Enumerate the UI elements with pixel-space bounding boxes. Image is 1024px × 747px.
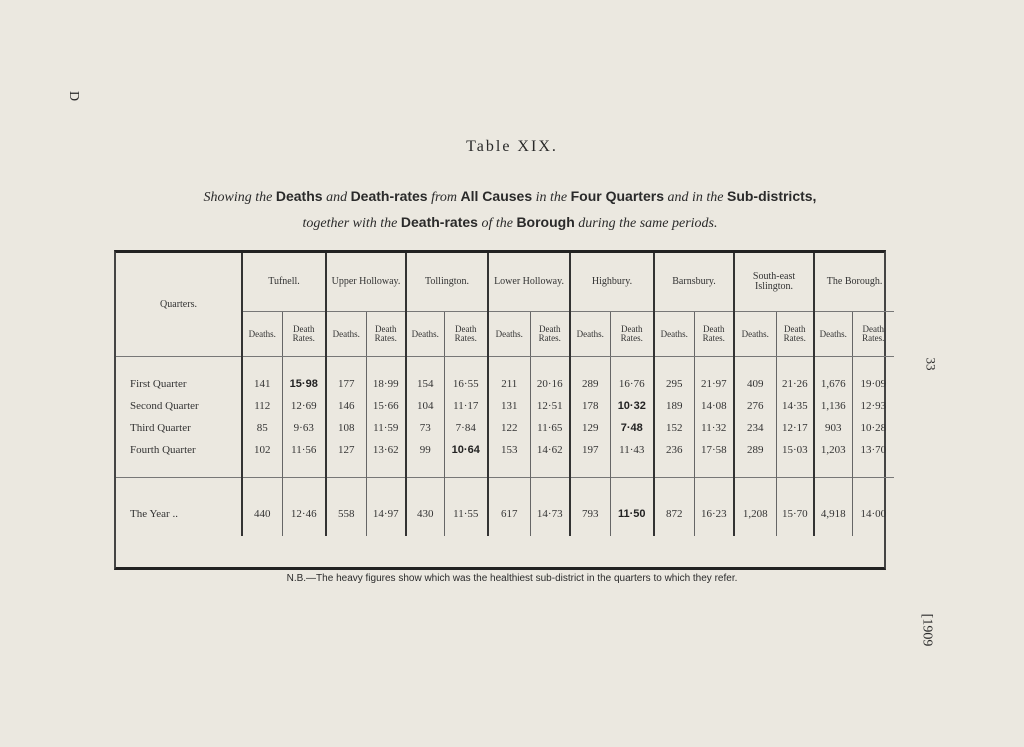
- death-rate-cell: 11·50: [610, 492, 654, 536]
- deaths-cell: 409: [734, 373, 776, 395]
- deaths-cell: 197: [570, 439, 610, 461]
- district-header: Lower Holloway.: [488, 253, 570, 312]
- deaths-cell: 177: [326, 373, 366, 395]
- subtitle-bold: All Causes: [460, 188, 533, 204]
- death-rate-cell: 12·69: [282, 395, 326, 417]
- death-rate-cell: 18·99: [366, 373, 406, 395]
- death-rate-cell: 12·51: [530, 395, 570, 417]
- quarter-name: First Quarter: [130, 378, 187, 390]
- deaths-cell: 903: [814, 417, 852, 439]
- deaths-cell: 129: [570, 417, 610, 439]
- deaths-cell: 1,208: [734, 492, 776, 536]
- deaths-header: Deaths.: [734, 312, 776, 357]
- table-subtitle: [110, 184, 910, 236]
- quarter-name: Second Quarter: [130, 400, 199, 412]
- deaths-cell: 146: [326, 395, 366, 417]
- death-rate-cell: 14·97: [366, 492, 406, 536]
- table-row: [116, 395, 894, 417]
- deaths-cell: 1,136: [814, 395, 852, 417]
- district-header: Tufnell.: [242, 253, 326, 312]
- death-rate-cell: 10·64: [444, 439, 488, 461]
- district-header: Upper Holloway.: [326, 253, 406, 312]
- death-rate-cell: 16·55: [444, 373, 488, 395]
- table-row: [116, 417, 894, 439]
- district-header: Highbury.: [570, 253, 654, 312]
- margin-year: [1909: [919, 613, 935, 647]
- table-row: [116, 439, 894, 461]
- deaths-cell: 112: [242, 395, 282, 417]
- quarter-label: [116, 373, 242, 395]
- deaths-cell: 131: [488, 395, 530, 417]
- death-rate-cell: 15·70: [776, 492, 814, 536]
- deaths-header: Deaths.: [406, 312, 444, 357]
- table-row: [116, 373, 894, 395]
- death-rate-cell: 14·08: [694, 395, 734, 417]
- deaths-cell: 430: [406, 492, 444, 536]
- deaths-cell: 178: [570, 395, 610, 417]
- quarter-name: Third Quarter: [130, 422, 191, 434]
- death-rate-cell: 15·66: [366, 395, 406, 417]
- death-rate-cell: 7·48: [610, 417, 654, 439]
- death-rate-cell: 14·73: [530, 492, 570, 536]
- death-rate-cell: 21·26: [776, 373, 814, 395]
- subtitle-text: of the: [481, 216, 513, 231]
- quarter-label: [116, 439, 242, 461]
- quarter-name: The Year ..: [130, 508, 178, 520]
- deaths-cell: 211: [488, 373, 530, 395]
- death-rates-header: Death Rates.: [444, 312, 488, 357]
- death-rate-cell: 13·62: [366, 439, 406, 461]
- subtitle-bold: Borough: [516, 214, 575, 230]
- subtitle-text: and in the: [667, 190, 724, 205]
- death-rate-cell: 11·65: [530, 417, 570, 439]
- deaths-cell: 85: [242, 417, 282, 439]
- deaths-cell: 558: [326, 492, 366, 536]
- subtitle-bold: Death-rates: [400, 214, 478, 230]
- deaths-cell: 108: [326, 417, 366, 439]
- deaths-header: Deaths.: [242, 312, 282, 357]
- district-header: Barnsbury.: [654, 253, 734, 312]
- subtitle-text: Showing the: [203, 190, 273, 205]
- deaths-cell: 189: [654, 395, 694, 417]
- deaths-cell: 4,918: [814, 492, 852, 536]
- deaths-cell: 276: [734, 395, 776, 417]
- death-rate-cell: 11·17: [444, 395, 488, 417]
- page-number: 33: [923, 357, 939, 371]
- death-rate-cell: 10·32: [610, 395, 654, 417]
- death-rates-header: Death Rates.: [530, 312, 570, 357]
- death-rate-cell: 13·70: [852, 439, 894, 461]
- death-rate-cell: 10·28: [852, 417, 894, 439]
- death-rate-cell: 16·76: [610, 373, 654, 395]
- quarters-header: Quarters.: [116, 253, 242, 357]
- deaths-cell: 73: [406, 417, 444, 439]
- death-rates-header: Death Rates.: [776, 312, 814, 357]
- death-rate-cell: 17·58: [694, 439, 734, 461]
- deaths-cell: 872: [654, 492, 694, 536]
- margin-letter: D: [66, 90, 82, 102]
- deaths-cell: 1,203: [814, 439, 852, 461]
- subtitle-text: from: [431, 190, 458, 205]
- table-row: [116, 492, 894, 536]
- quarter-label: [116, 395, 242, 417]
- deaths-cell: 102: [242, 439, 282, 461]
- subtitle-text: in the: [535, 190, 568, 205]
- deaths-cell: 295: [654, 373, 694, 395]
- death-rate-cell: 16·23: [694, 492, 734, 536]
- death-rate-cell: 15·03: [776, 439, 814, 461]
- death-rate-cell: 11·55: [444, 492, 488, 536]
- footnote: N.B.—The heavy figures show which was the healthiest sub-district in the quarters to which they refer.: [286, 573, 738, 584]
- deaths-cell: 793: [570, 492, 610, 536]
- death-rate-cell: 21·97: [694, 373, 734, 395]
- death-rate-cell: 11·59: [366, 417, 406, 439]
- death-rate-cell: 11·56: [282, 439, 326, 461]
- death-rates-header: Death Rates.: [610, 312, 654, 357]
- death-rate-cell: 11·43: [610, 439, 654, 461]
- quarter-label: [116, 417, 242, 439]
- death-rate-cell: 14·35: [776, 395, 814, 417]
- deaths-cell: 152: [654, 417, 694, 439]
- death-rate-cell: 14·00: [852, 492, 894, 536]
- deaths-cell: 153: [488, 439, 530, 461]
- subtitle-text: during the same periods.: [578, 216, 718, 231]
- deaths-header: Deaths.: [488, 312, 530, 357]
- deaths-cell: 1,676: [814, 373, 852, 395]
- deaths-cell: 154: [406, 373, 444, 395]
- deaths-cell: 289: [734, 439, 776, 461]
- deaths-cell: 617: [488, 492, 530, 536]
- deaths-cell: 127: [326, 439, 366, 461]
- death-rate-cell: 15·98: [282, 373, 326, 395]
- death-rates-header: Death Rates.: [852, 312, 894, 357]
- quarter-label: [116, 492, 242, 536]
- district-header: The Borough.: [814, 253, 894, 312]
- deaths-cell: 122: [488, 417, 530, 439]
- death-rates-header: Death Rates.: [694, 312, 734, 357]
- deaths-cell: 234: [734, 417, 776, 439]
- death-rate-cell: 12·17: [776, 417, 814, 439]
- deaths-cell: 141: [242, 373, 282, 395]
- deaths-cell: 99: [406, 439, 444, 461]
- death-rate-cell: 20·16: [530, 373, 570, 395]
- subtitle-text: and: [326, 190, 348, 205]
- deaths-header: Deaths.: [814, 312, 852, 357]
- death-rate-cell: 7·84: [444, 417, 488, 439]
- subtitle-bold: Sub-districts,: [726, 188, 817, 204]
- deaths-cell: 289: [570, 373, 610, 395]
- deaths-cell: 440: [242, 492, 282, 536]
- deaths-header: Deaths.: [326, 312, 366, 357]
- death-rate-cell: 12·93: [852, 395, 894, 417]
- death-rates-header: Death Rates.: [366, 312, 406, 357]
- subtitle-bold: Deaths: [275, 188, 323, 204]
- death-rate-cell: 14·62: [530, 439, 570, 461]
- subtitle-bold: Death-rates: [350, 188, 428, 204]
- deaths-cell: 104: [406, 395, 444, 417]
- death-rates-header: Death Rates.: [282, 312, 326, 357]
- death-rate-cell: 12·46: [282, 492, 326, 536]
- deaths-table: [114, 250, 886, 570]
- deaths-cell: 236: [654, 439, 694, 461]
- deaths-header: Deaths.: [570, 312, 610, 357]
- quarter-name: Fourth Quarter: [130, 444, 196, 456]
- subtitle-text: together with the: [302, 216, 398, 231]
- death-rate-cell: 9·63: [282, 417, 326, 439]
- subtitle-bold: Four Quarters: [570, 188, 664, 204]
- table-title: Table XIX.: [466, 138, 558, 155]
- death-rate-cell: 11·32: [694, 417, 734, 439]
- deaths-header: Deaths.: [654, 312, 694, 357]
- death-rate-cell: 19·09: [852, 373, 894, 395]
- district-header: Tollington.: [406, 253, 488, 312]
- district-header: South-east Islington.: [734, 253, 814, 312]
